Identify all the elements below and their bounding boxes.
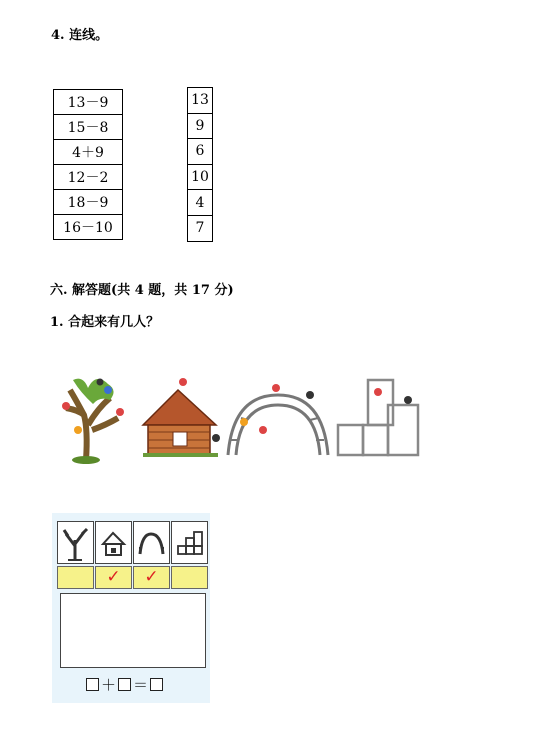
expression-cell[interactable]: 15－8 xyxy=(54,115,123,140)
plus-sign: ＋ xyxy=(101,676,117,694)
arch-icon xyxy=(133,521,170,564)
blank-box[interactable] xyxy=(118,678,131,691)
answer-cell[interactable]: 13 xyxy=(188,88,213,114)
tree-icon xyxy=(57,521,94,564)
tree-illustration xyxy=(62,379,124,465)
house-illustration xyxy=(143,378,220,457)
expression-cell[interactable]: 4＋9 xyxy=(54,140,123,165)
expression-cell[interactable]: 16－10 xyxy=(54,215,123,240)
counting-panel xyxy=(52,513,210,703)
drawing-area[interactable] xyxy=(60,593,206,668)
blank-box[interactable] xyxy=(150,678,163,691)
answer-cell[interactable]: 10 xyxy=(188,164,213,190)
blocks-icon xyxy=(171,521,208,564)
check-cell[interactable]: ✓ xyxy=(133,566,170,589)
answer-cell[interactable]: 7 xyxy=(188,215,213,241)
check-cell[interactable] xyxy=(171,566,208,589)
check-cell[interactable] xyxy=(57,566,94,589)
house-icon xyxy=(95,521,132,564)
climbing-frame-illustration xyxy=(338,380,418,455)
answer-column xyxy=(187,87,213,242)
equals-sign: ＝ xyxy=(133,676,149,694)
expression-cell[interactable]: 12－2 xyxy=(54,165,123,190)
expression-cell[interactable]: 13－9 xyxy=(54,90,123,115)
answer-cell[interactable]: 4 xyxy=(188,190,213,216)
check-cell[interactable]: ✓ xyxy=(95,566,132,589)
equation xyxy=(86,674,163,695)
answer-cell[interactable]: 9 xyxy=(188,113,213,139)
question-4-title: 4. 连线。 xyxy=(51,28,109,43)
playground-illustration xyxy=(48,370,428,465)
blank-box[interactable] xyxy=(86,678,99,691)
expression-column xyxy=(53,89,123,240)
section-6-title: 六. 解答题(共 4 题，共 17 分) xyxy=(50,283,234,298)
arch-illustration xyxy=(228,384,328,455)
question-1-title: 1. 合起来有几人？ xyxy=(50,315,160,330)
expression-cell[interactable]: 18－9 xyxy=(54,190,123,215)
answer-cell[interactable]: 6 xyxy=(188,139,213,165)
